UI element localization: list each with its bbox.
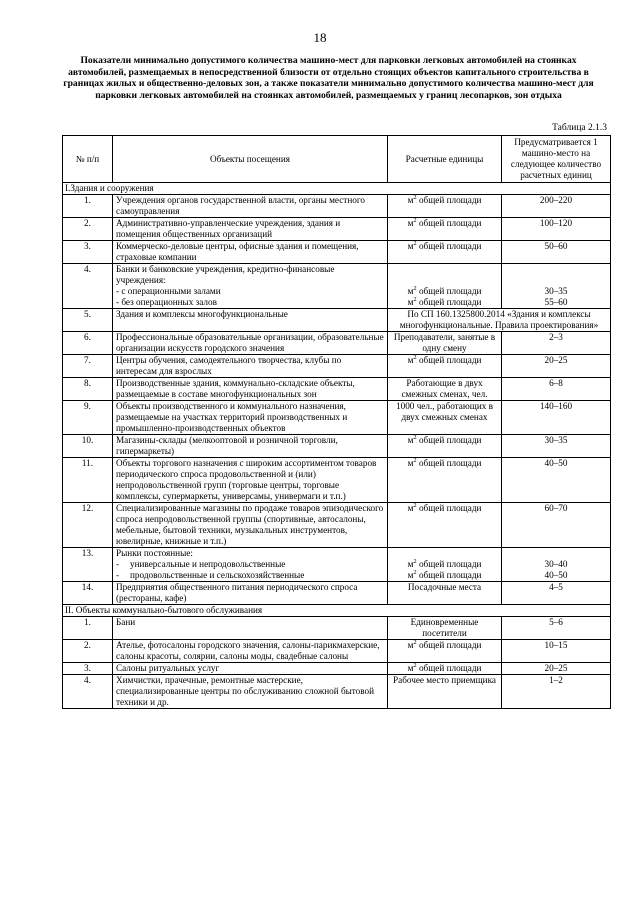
section-row	[63, 183, 611, 195]
row-unit	[388, 378, 502, 401]
table-row	[63, 309, 611, 332]
unit-text: общей площади	[416, 297, 482, 307]
object-name: Бани	[116, 617, 136, 627]
row-number: 7.	[63, 355, 113, 378]
unit-superscript: 2	[413, 239, 417, 247]
unit-superscript: 2	[413, 433, 417, 441]
unit-m2: м	[407, 640, 414, 650]
row-value: 6–8	[502, 378, 611, 401]
unit-m2: м	[407, 435, 414, 445]
value-line: 30–35	[544, 286, 568, 296]
section-title: I.Здания и сооружения	[63, 183, 611, 195]
unit-m2: м	[407, 286, 414, 296]
row-value: 20–25	[502, 663, 611, 675]
row-number: 4.	[63, 675, 113, 709]
table-caption: Таблица 2.1.3	[552, 123, 607, 133]
row-number: 2.	[63, 218, 113, 241]
subitem-text: продовольственные и сельскохозяйственные	[130, 570, 305, 580]
unit-text: Рабочее место приемщика	[393, 675, 496, 685]
row-value	[502, 548, 611, 582]
table-row	[63, 401, 611, 435]
row-unit	[388, 264, 502, 309]
row-object	[113, 548, 388, 582]
unit-superscript: 2	[413, 456, 417, 464]
row-number: 11.	[63, 458, 113, 503]
row-value: 5–6	[502, 617, 611, 640]
table-row	[63, 640, 611, 663]
unit-m2: м	[407, 297, 414, 307]
row-value: 2–3	[502, 332, 611, 355]
row-value: 100–120	[502, 218, 611, 241]
unit-superscript: 2	[413, 295, 417, 303]
object-name: Профессиональные образовательные организации, образовательные организации искусств городского значения	[116, 332, 384, 353]
unit-line	[391, 286, 498, 297]
table-row	[63, 435, 611, 458]
object-name: Банки и банковские учреждения, кредитно-финансовые учреждения:	[116, 264, 335, 285]
row-value: 1–2	[502, 675, 611, 709]
unit-superscript: 2	[413, 501, 417, 509]
row-object	[113, 195, 388, 218]
object-name: Салоны ритуальных услуг	[116, 663, 220, 673]
row-value: 200–220	[502, 195, 611, 218]
row-number: 14.	[63, 582, 113, 605]
unit-superscript: 2	[413, 216, 417, 224]
unit-superscript: 2	[413, 193, 417, 201]
bullet-dash: -	[116, 570, 120, 580]
unit-text: Единовременные посетители	[410, 617, 479, 638]
table-row	[63, 218, 611, 241]
row-object	[113, 640, 388, 663]
object-name: Объекты торгового назначения с широким ассортиментом товаров периодического спроса продовольственной и (или) непродовольственной групп (торговые центры, торговые комплексы, супермаркеты, универсамы, универмаги и т.п.)	[116, 458, 377, 501]
object-name: Рынки постоянные:	[116, 548, 193, 558]
row-object	[113, 617, 388, 640]
subitem-text: универсальные и непродовольственные	[130, 559, 286, 569]
unit-superscript: 2	[413, 638, 417, 646]
row-number: 1.	[63, 195, 113, 218]
section-row	[63, 605, 611, 617]
row-value: 10–15	[502, 640, 611, 663]
row-unit	[388, 617, 502, 640]
unit-m2: м	[407, 458, 414, 468]
row-object	[113, 663, 388, 675]
unit-line	[391, 559, 498, 570]
object-name: Объекты производственного и коммунального назначения, размещаемые на участках территорий производственных и промышленно-производственных объектов	[116, 401, 348, 433]
parking-norms-table	[62, 135, 611, 709]
row-unit	[388, 195, 502, 218]
object-name: Коммерческо-деловые центры, офисные здания и помещения, страховые компании	[116, 241, 359, 262]
row-value: 140–160	[502, 401, 611, 435]
row-value: 20–25	[502, 355, 611, 378]
row-unit	[388, 401, 502, 435]
col-header-value: Предусматривается 1 машино-место на следующее количество расчетных единиц	[502, 136, 611, 183]
row-unit	[388, 332, 502, 355]
unit-m2: м	[407, 663, 414, 673]
unit-text: общей площади	[416, 218, 482, 228]
value-line: 30–40	[544, 559, 568, 569]
unit-text: общей площади	[416, 355, 482, 365]
row-object	[113, 241, 388, 264]
table-row	[63, 617, 611, 640]
row-merged-reference: По СП 160.1325800.2014 «Здания и комплексы многофункциональные. Правила проектирования»	[388, 309, 611, 332]
subitem-2	[116, 570, 384, 581]
unit-superscript: 2	[413, 557, 417, 565]
row-number: 13.	[63, 548, 113, 582]
unit-superscript: 2	[413, 568, 417, 576]
unit-text: общей площади	[416, 640, 482, 650]
object-name: Учреждения органов государственной власти, органы местного самоуправления	[116, 195, 365, 216]
object-name: Производственные здания, коммунально-складские объекты, размещаемые в составе многофункциональных зон	[116, 378, 355, 399]
object-name: Административно-управленческие учреждения, здания и помещения общественных организаций	[116, 218, 341, 239]
unit-text: общей площади	[416, 663, 482, 673]
row-object	[113, 401, 388, 435]
unit-text: общей площади	[416, 241, 482, 251]
row-unit	[388, 218, 502, 241]
row-number: 12.	[63, 503, 113, 548]
row-unit	[388, 458, 502, 503]
unit-text: общей площади	[416, 458, 482, 468]
row-unit	[388, 503, 502, 548]
row-unit	[388, 582, 502, 605]
col-header-num: № п/п	[63, 136, 113, 183]
row-value: 60–70	[502, 503, 611, 548]
object-name: Здания и комплексы многофункциональные	[116, 309, 288, 319]
row-object	[113, 332, 388, 355]
row-value: 4–5	[502, 582, 611, 605]
table-row	[63, 241, 611, 264]
row-number: 10.	[63, 435, 113, 458]
unit-m2: м	[407, 355, 414, 365]
table-row	[63, 378, 611, 401]
row-unit	[388, 675, 502, 709]
row-object	[113, 582, 388, 605]
row-value: 30–35	[502, 435, 611, 458]
object-name: Химчистки, прачечные, ремонтные мастерские, специализированные центры по обслуживанию сложной бытовой техники и др.	[116, 675, 375, 707]
table-header-row	[63, 136, 611, 183]
document-heading: Показатели минимально допустимого количества машино-мест для парковки легковых автомобилей на стоянках автомобилей, размещаемых в непосредственной близости от отдельно стоящих объектов капитального строительства в границах жилых и общественно-деловых зон, а также показатели минимально допустимого количества машино-мест для парковки легковых автомобилей на стоянках автомобилей, размещаемых у границ лесопарков, зон отдыха	[63, 55, 594, 101]
unit-m2: м	[407, 241, 414, 251]
table-row	[63, 503, 611, 548]
subitem-1	[116, 559, 384, 570]
unit-text: общей площади	[416, 195, 482, 205]
row-object	[113, 435, 388, 458]
object-name: Предприятия общественного питания периодического спроса (рестораны, кафе)	[116, 582, 358, 603]
object-name: Центры обучения, самодеятельного творчества, клубы по интересам для взрослых	[116, 355, 342, 376]
table-row	[63, 264, 611, 309]
table-row	[63, 582, 611, 605]
row-unit	[388, 355, 502, 378]
unit-text: общей площади	[416, 503, 482, 513]
row-object	[113, 675, 388, 709]
subitem-2: - без операционных залов	[116, 297, 217, 307]
row-object	[113, 309, 388, 332]
unit-m2: м	[407, 559, 414, 569]
table-row	[63, 458, 611, 503]
table-row	[63, 332, 611, 355]
row-value: 50–60	[502, 241, 611, 264]
unit-text: Посадочные места	[407, 582, 482, 592]
unit-m2: м	[407, 218, 414, 228]
unit-text: Преподаватели, занятые в одну смену	[393, 332, 496, 353]
page-number: 18	[313, 30, 327, 45]
object-name: Магазины-склады (мелкооптовой и розничной торговли, гипермаркеты)	[116, 435, 338, 456]
row-value: 40–50	[502, 458, 611, 503]
row-number: 8.	[63, 378, 113, 401]
unit-m2: м	[407, 570, 414, 580]
row-unit	[388, 640, 502, 663]
row-number: 3.	[63, 241, 113, 264]
unit-text: Работающие в двух смежных сменах, чел.	[401, 378, 488, 399]
unit-superscript: 2	[413, 284, 417, 292]
row-object	[113, 378, 388, 401]
unit-m2: м	[407, 503, 414, 513]
row-number: 4.	[63, 264, 113, 309]
col-header-object: Объекты посещения	[113, 136, 388, 183]
table-row	[63, 675, 611, 709]
unit-text: общей площади	[416, 286, 482, 296]
unit-superscript: 2	[413, 661, 417, 669]
row-unit	[388, 241, 502, 264]
unit-text: 1000 чел., работающих в двух смежных сменах	[396, 401, 493, 422]
row-number: 3.	[63, 663, 113, 675]
row-number: 2.	[63, 640, 113, 663]
row-number: 5.	[63, 309, 113, 332]
section-title: II. Объекты коммунально-бытового обслуживания	[63, 605, 611, 617]
unit-text: общей площади	[416, 559, 482, 569]
row-object	[113, 355, 388, 378]
object-name: Ателье, фотосалоны городского значения, салоны-парикмахерские, салоны красоты, солярии, салоны моды, свадебные салоны	[116, 640, 380, 661]
section2-body	[63, 617, 611, 709]
col-header-unit: Расчетные единицы	[388, 136, 502, 183]
row-object	[113, 503, 388, 548]
unit-superscript: 2	[413, 353, 417, 361]
row-number: 6.	[63, 332, 113, 355]
table-row	[63, 548, 611, 582]
value-line: 40–50	[544, 570, 568, 580]
row-number: 1.	[63, 617, 113, 640]
row-object	[113, 458, 388, 503]
row-number: 9.	[63, 401, 113, 435]
object-name: Специализированные магазины по продаже товаров эпизодического спроса непродовольственной группы (спортивные, автосалоны, мебельные, бытовой техники, музыкальных инструментов, ювелирные, книжные и т.п.)	[116, 503, 384, 546]
table-row	[63, 195, 611, 218]
subitem-1: - с операционными залами	[116, 286, 221, 296]
value-line: 55–60	[544, 297, 568, 307]
unit-text: общей площади	[416, 435, 482, 445]
unit-line	[391, 297, 498, 308]
row-unit	[388, 435, 502, 458]
row-unit	[388, 663, 502, 675]
unit-m2: м	[407, 195, 414, 205]
row-unit	[388, 548, 502, 582]
row-object	[113, 264, 388, 309]
section1-body	[63, 195, 611, 605]
unit-line	[391, 570, 498, 581]
unit-text: общей площади	[416, 570, 482, 580]
table-row	[63, 355, 611, 378]
row-object	[113, 218, 388, 241]
bullet-dash: -	[116, 559, 120, 569]
table-row	[63, 663, 611, 675]
row-value	[502, 264, 611, 309]
